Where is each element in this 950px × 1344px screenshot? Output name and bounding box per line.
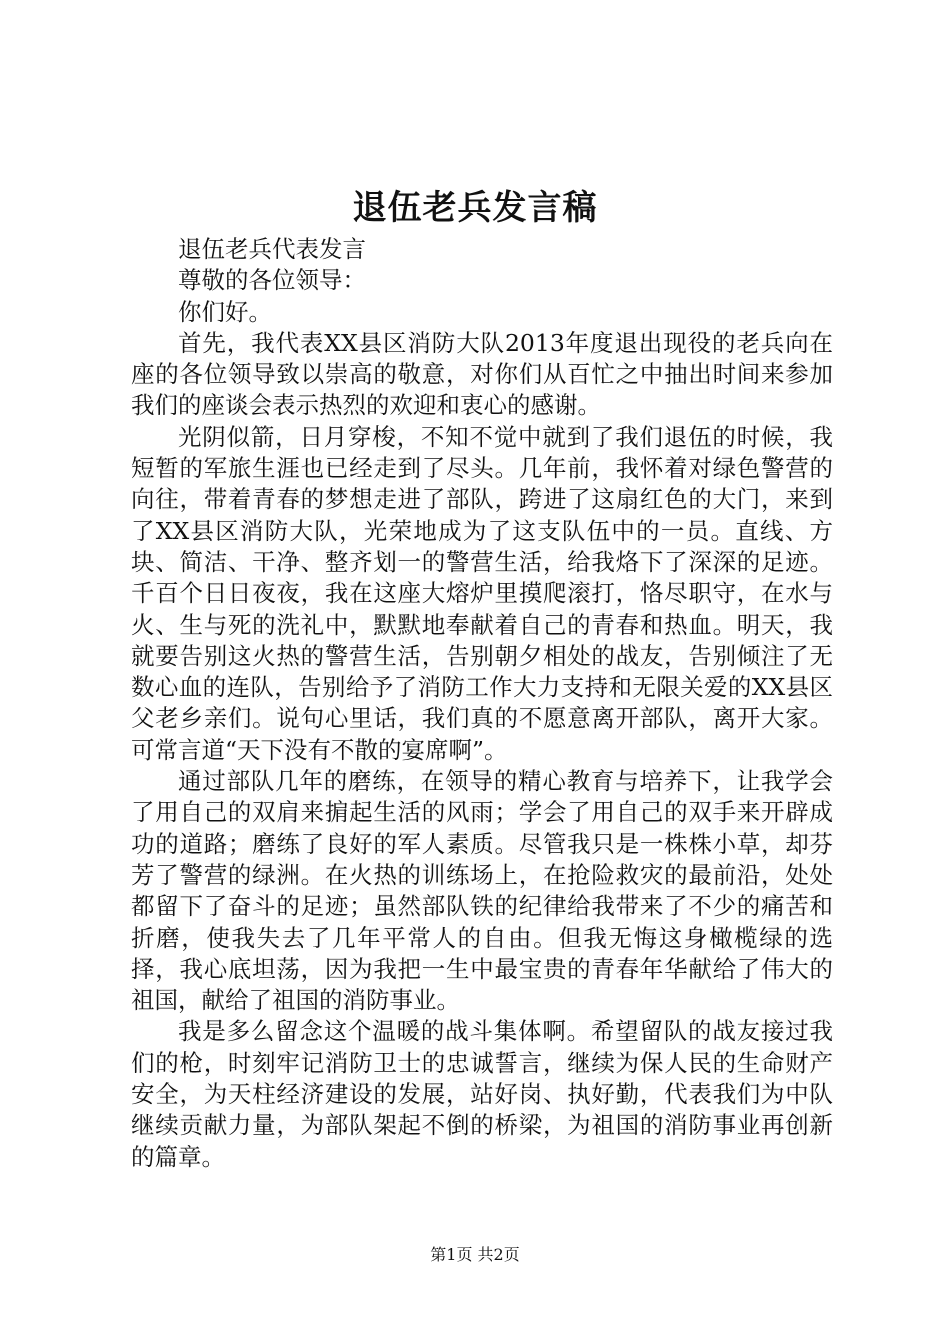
document-title: 退伍老兵发言稿: [352, 188, 598, 228]
page-number-footer: 第1页 共2页: [430, 1245, 520, 1264]
paragraph-opening: 首先，我代表XX县区消防大队2013年度退出现役的老兵向在座的各位领导致以崇高的敬意，对你们从百忙之中抽出时间来参加我们的座谈会表示热烈的欢迎和衷心的感谢。: [131, 328, 833, 420]
paragraph-military-career: 光阴似箭，日月穿梭，不知不觉中就到了我们退伍的时候，我短暂的军旅生涯也已经走到了尽头。几年前，我怀着对绿色警营的向往，带着青春的梦想走进了部队，跨进了这扇红色的大门，来到了XX县区消防大队，光荣地成为了这支队伍中的一员。直线、方块、简洁、干净、整齐划一的警营生活，给我烙下了深深的足迹。千百个日日夜夜，我在这座大熔炉里摸爬滚打，恪尽职守，在水与火、生与死的洗礼中，默默地奉献着自己的青春和热血。明天，我就要告别这火热的警营生活，告别朝夕相处的战友，告别倾注了无数心血的连队，告别给予了消防工作大力支持和无限关爱的XX县区父老乡亲们。说句心里话，我们真的不愿意离开部队，离开大家。可常言道“天下没有不散的宴席啊”。: [131, 422, 833, 764]
paragraph-growth: 通过部队几年的磨练，在领导的精心教育与培养下，让我学会了用自己的双肩来掮起生活的风雨；学会了用自己的双手来开辟成功的道路；磨练了良好的军人素质。尽管我只是一株株小草，却芬芳了警营的绿洲。在火热的训练场上，在抢险救灾的最前沿，处处都留下了奋斗的足迹；虽然部队铁的纪律给我带来了不少的痛苦和折磨，使我失去了几年平常人的自由。但我无悔这身橄榄绿的选择，我心底坦荡，因为我把一生中最宝贵的青春年华献给了伟大的祖国，献给了祖国的消防事业。: [131, 767, 833, 1015]
paragraph-salutation-heading: 退伍老兵代表发言: [178, 235, 366, 263]
paragraph-salutation: 尊敬的各位领导：: [178, 266, 366, 295]
paragraph-closing: 我是多么留念这个温暖的战斗集体啊。希望留队的战友接过我们的枪，时刻牢记消防卫士的忠诚誓言，继续为保人民的生命财产安全，为天柱经济建设的发展，站好岗、执好勤，代表我们为中队继续贡献力量，为部队架起不倒的桥梁，为祖国的消防事业再创新的篇章。: [131, 1017, 833, 1171]
document-body: [131, 234, 833, 1173]
paragraph-greeting: 你们好。: [178, 297, 272, 326]
